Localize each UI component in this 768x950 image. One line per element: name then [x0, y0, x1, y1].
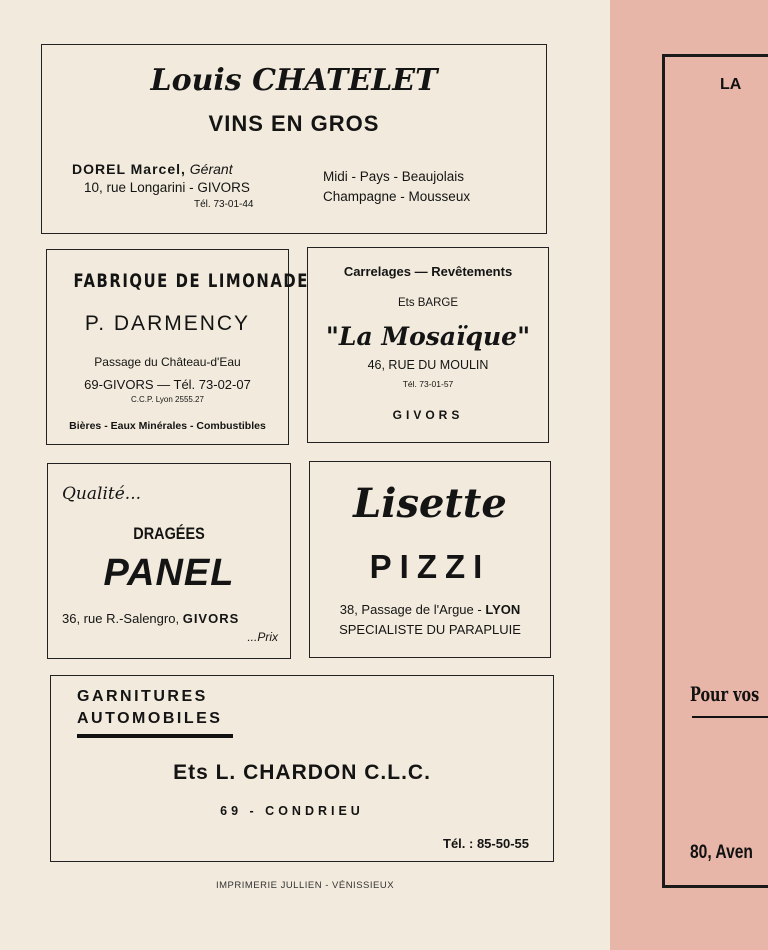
chatelet-manager-role: Gérant — [189, 161, 233, 177]
chatelet-wines-1: Midi - Pays - Beaujolais — [323, 169, 465, 184]
mosaique-name: "La Mosaïque" — [325, 322, 531, 351]
pink-page-underline — [692, 716, 768, 718]
pink-page-top-text: LA — [720, 76, 742, 93]
panel-name: PANEL — [103, 552, 235, 594]
pink-page-bottom-text: 80, Aven — [690, 842, 753, 863]
chardon-tel: Tél. : 85-50-55 — [443, 836, 529, 851]
darmency-city-tel: 69-GIVORS — Tél. 73-02-07 — [84, 377, 251, 392]
mosaique-tel: Tél. 73-01-57 — [402, 379, 454, 389]
mosaique-address: 46, RUE DU MOULIN — [367, 358, 489, 372]
darmency-products: Bières - Eaux Minérales - Combustibles — [69, 420, 266, 432]
pink-page-mid-text: Pour vos — [690, 682, 760, 706]
ad-la-mosaique — [307, 247, 549, 443]
ad-panel — [47, 463, 291, 659]
chatelet-wines-2: Champagne - Mousseux — [323, 189, 471, 204]
pizzi-last-name: PIZZI — [369, 548, 491, 585]
ad-chardon — [50, 675, 554, 862]
panel-tagline: Qualité... — [62, 484, 141, 504]
mosaique-heading: Carrelages — Revêtements — [343, 264, 513, 279]
panel-address-street: 36, rue R.-Salengro, — [62, 611, 180, 626]
printer-credit: IMPRIMERIE JULLIEN - VÉNISSIEUX — [215, 880, 395, 891]
chardon-heading-2: AUTOMOBILES — [77, 710, 223, 727]
pizzi-address-street: 38, Passage de l'Argue - — [339, 602, 482, 617]
panel-prix: ...Prix — [247, 630, 278, 644]
chardon-heading-underline — [77, 734, 233, 738]
chardon-name: Ets L. CHARDON C.L.C. — [173, 761, 431, 784]
pizzi-first-name: Lisette — [353, 480, 507, 527]
chatelet-business: VINS EN GROS — [208, 111, 380, 136]
panel-address-city: GIVORS — [182, 611, 240, 626]
pizzi-address — [310, 602, 550, 617]
chatelet-name: Louis CHATELET — [150, 63, 438, 98]
ad-pizzi — [309, 461, 551, 658]
chardon-city: 69 - CONDRIEU — [220, 804, 364, 818]
ad-darmency — [46, 249, 309, 445]
chardon-heading-1: GARNITURES — [77, 688, 208, 705]
darmency-ccp: C.C.P. Lyon 2555.27 — [131, 395, 204, 404]
pizzi-specialty: SPECIALISTE DU PARAPLUIE — [339, 622, 521, 637]
darmency-heading: FABRIQUE DE LIMONADE — [73, 270, 309, 292]
chatelet-tel: Tél. 73-01-44 — [194, 199, 254, 210]
mosaique-ets: Ets BARGE — [397, 297, 459, 309]
pink-page-frame — [662, 54, 768, 888]
darmency-address: Passage du Château-d'Eau — [94, 355, 241, 369]
chatelet-manager-name: DOREL Marcel, — [72, 161, 186, 177]
panel-product: DRAGÉES — [133, 524, 205, 543]
mosaique-city: GIVORS — [392, 408, 464, 422]
chatelet-address: 10, rue Longarini - GIVORS — [84, 180, 250, 195]
darmency-name: P. DARMENCY — [84, 312, 251, 335]
ad-chatelet — [41, 44, 547, 234]
pizzi-address-city: LYON — [485, 602, 521, 617]
panel-address — [62, 611, 239, 626]
chatelet-manager — [72, 161, 233, 177]
